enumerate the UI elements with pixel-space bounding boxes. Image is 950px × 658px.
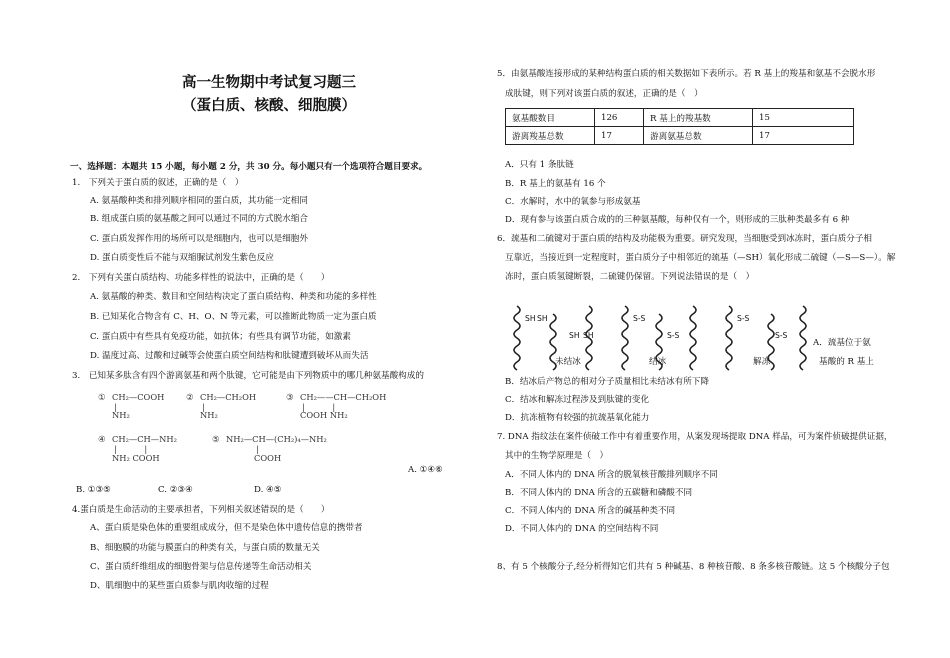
q3-stem: 3. 已知某多肽含有四个游离氨基和两个肽键，它可能是由下列物质中的哪几种氨基酸构成的 (72, 371, 424, 381)
q1-option-c: C. 蛋白质发挥作用的场所可以是细胞内，也可以是细胞外 (90, 234, 308, 244)
protein-chain-6 (690, 306, 696, 370)
table-cell: 126 (595, 109, 644, 127)
page-title: 高一生物期中考试复习题三 (182, 75, 356, 91)
table-row (506, 127, 854, 145)
fig-sh-label-3: SH (569, 331, 580, 340)
q2-option-a: A. 氨基酸的种类、数目和空间结构决定了蛋白质结构、种类和功能的多样性 (90, 292, 377, 302)
q2-option-c: C. 蛋白质中有些具有免疫功能，如抗体；有些具有调节功能，如激素 (90, 332, 351, 342)
q2-option-d: D. 温度过高、过酸和过碱等会使蛋白质空间结构和肽键遭到破坏从而失活 (90, 351, 369, 361)
table-row (506, 109, 854, 127)
q4-option-a: A、蛋白质是染色体的重要组成成分，但不是染色体中遗传信息的携带者 (90, 523, 363, 533)
protein-chain-1 (514, 306, 520, 370)
q7-option-a: A．不同人体内的 DNA 所含的脱氧核苷酸排列顺序不同 (505, 470, 718, 480)
q4-option-d: D、肌细胞中的某些蛋白质参与肌肉收缩的过程 (90, 581, 269, 591)
protein-chain-4 (622, 306, 628, 370)
fig-ss-label-2: S-S (667, 331, 680, 340)
fig-label-frozen: 结冰 (649, 357, 667, 367)
q5-option-b: B．R 基上的氨基有 16 个 (505, 179, 606, 189)
protein-chain-7 (726, 306, 732, 370)
q5-option-d: D．现有参与该蛋白质合成的的三种氨基酸，每种仅有一个，则形成的三肽种类最多有 6 种 (505, 215, 850, 225)
q8-stem: 8、有 5 个核酸分子,经分析得知它们共有 5 种碱基、8 种核苷酸、8 条多核苷酸链。这 5 个核酸分子包 (497, 562, 890, 572)
fig-sh-label-2: SH (537, 314, 548, 323)
q6-option-a-line2: 基酸的 R 基上 (819, 357, 874, 367)
q6-option-d: D．抗冻植物有较强的抗巯基氧化能力 (505, 413, 650, 423)
q3-option-c: C. ②③④ (158, 485, 193, 495)
q5-option-a: A．只有 1 条肽链 (505, 160, 574, 170)
q7-option-b: B．不同人体内的 DNA 所含的五碳糖和磷酸不同 (505, 488, 693, 498)
table-cell: 17 (753, 127, 854, 145)
q1-option-b: B. 组成蛋白质的氨基酸之间可以通过不同的方式脱水缩合 (90, 214, 309, 224)
fig-ss-label-4: S-S (775, 331, 788, 340)
table-cell: 游离羧基总数 (506, 127, 595, 145)
fig-ss-label-3: S-S (737, 314, 750, 323)
page-subtitle: （蛋白质、核酸、细胞膜） (182, 98, 356, 114)
q6-stem-line1: 6．巯基和二硫键对于蛋白质的结构及功能极为重要。研究发现，当细胞受到冰冻时，蛋白质分子相 (497, 234, 873, 244)
q7-stem-line1: 7. DNA 指纹法在案件侦破工作中有着重要作用，从案发现场提取 DNA 样品，可为案件侦破提供证据， (497, 432, 893, 442)
q7-option-c: C．不同人体内的 DNA 所含的碱基种类不同 (505, 506, 676, 516)
q6-option-b: B．结冰后产物总的相对分子质量相比未结冰有所下降 (505, 377, 709, 387)
q5-stem-line1: 5．由氨基酸连接形成的某种结构蛋白质的相关数据如下表所示。若 R 基上的羧基和氨基不会脱水形 (497, 69, 876, 79)
fig-sh-label-4: SH (583, 331, 594, 340)
q5-option-c: C．水解时，水中的氧参与形成氨基 (505, 197, 641, 207)
q4-option-b: B、细胞膜的功能与膜蛋白的种类有关，与蛋白质的数量无关 (90, 543, 320, 553)
q7-stem-line2: 其中的生物学原理是（ ） (505, 451, 609, 461)
q6-stem-line3: 冻时，蛋白质氢键断裂，二硫键仍保留。下列说法错误的是（ ） (505, 272, 755, 282)
table-cell: 17 (595, 127, 644, 145)
q3-option-d: D. ④⑤ (254, 485, 282, 495)
fig-ss-label-1: S-S (633, 314, 646, 323)
q5-data-table (505, 108, 854, 145)
q1-option-a: A. 氨基酸种类和排列顺序相同的蛋白质，其功能一定相同 (90, 196, 308, 206)
q6-option-c: C．结冰和解冻过程涉及到肽键的变化 (505, 395, 650, 405)
q4-stem: 4.蛋白质是生命活动的主要承担者，下列相关叙述错误的是（ ） (72, 505, 330, 515)
q2-option-b: B. 已知某化合物含有 C、H、O、N 等元素，可以推断此物质一定为蛋白质 (90, 312, 377, 322)
q6-stem-line2: 互靠近，当接近到一定程度时，蛋白质分子中相邻近的巯基（—SH）氧化形成二硫键（—S—S—）。解 (505, 253, 896, 263)
table-cell: 游离氨基总数 (644, 127, 753, 145)
q3-option-a: A. ①④⑥ (408, 465, 443, 475)
protein-chain-9 (800, 306, 806, 370)
table-cell: 15 (753, 109, 854, 127)
table-cell: R 基上的羧基数 (644, 109, 753, 127)
fig-label-thawed: 解冻 (753, 357, 771, 367)
q5-stem-line2: 成肽键，则下列对该蛋白质的叙述，正确的是（ ） (505, 89, 703, 99)
fig-sh-label-1: SH (525, 314, 536, 323)
q3-option-b: B. ①③⑤ (76, 485, 111, 495)
q2-stem: 2. 下列有关蛋白质结构、功能多样性的说法中，正确的是（ ） (72, 273, 330, 283)
q4-option-c: C、蛋白质纤维组成的细胞骨架与信息传递等生命活动相关 (90, 562, 312, 572)
section-heading: 一、选择题：本题共 15 小题，每小题 2 分，共 30 分。每小题只有一个选项符合题目要求。 (70, 162, 428, 172)
table-cell: 氨基酸数目 (506, 109, 595, 127)
q7-option-d: D．不同人体内的 DNA 的空间结构不同 (505, 524, 659, 534)
q1-stem: 1. 下列关于蛋白质的叙述，正确的是（ ） (72, 178, 244, 188)
q1-option-d: D. 蛋白质变性后不能与双缩脲试剂发生紫色反应 (90, 253, 274, 263)
q6-option-a-line1: A．巯基位于氨 (813, 338, 871, 348)
fig-label-unfrozen: 未结冰 (555, 357, 581, 367)
